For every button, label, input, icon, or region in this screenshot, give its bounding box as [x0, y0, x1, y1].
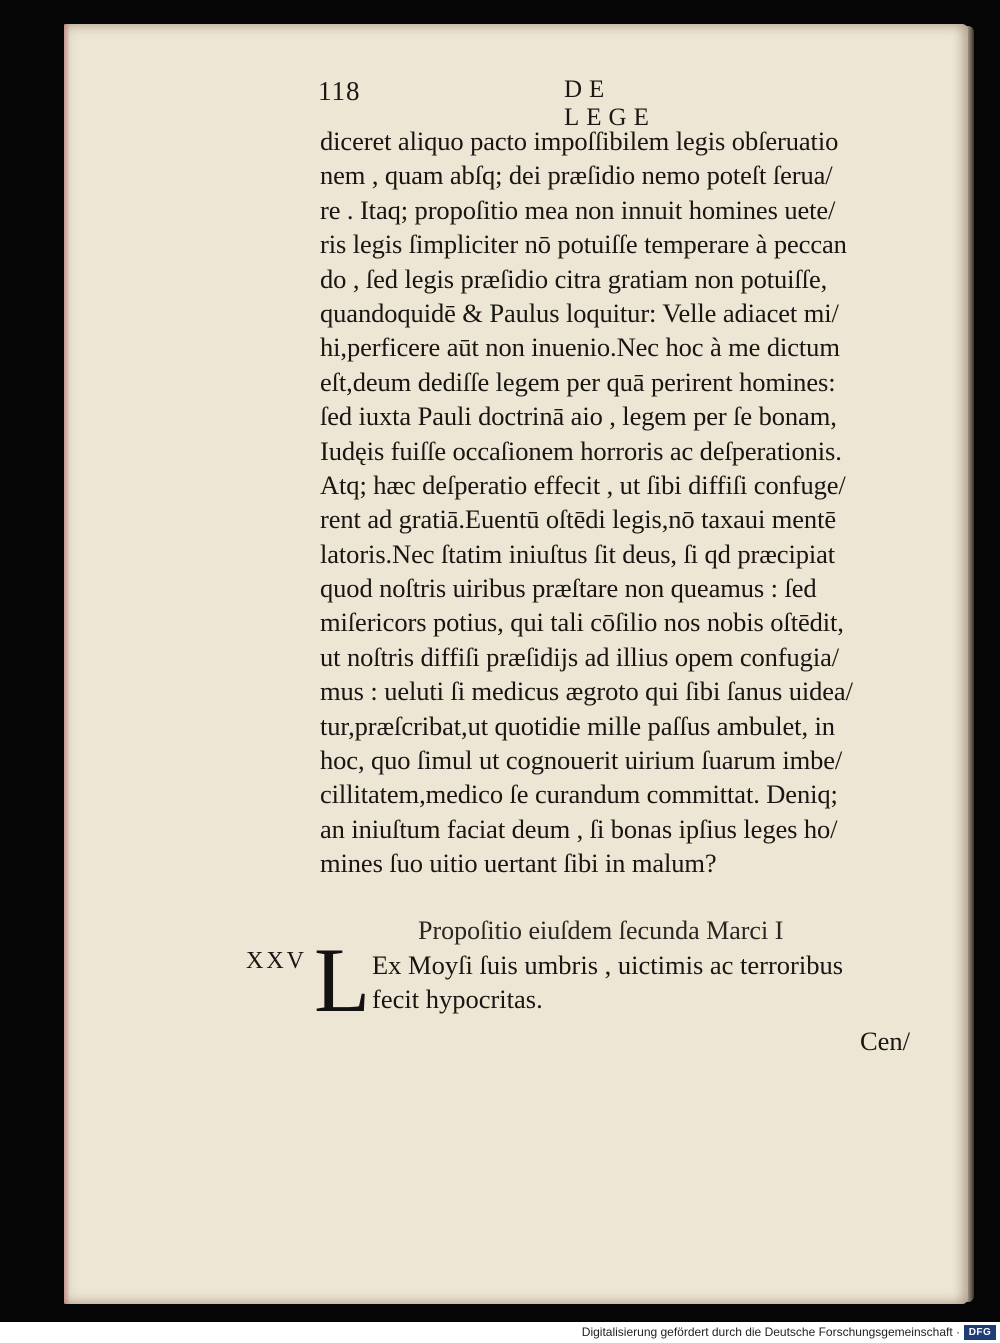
catchword: Cen/	[860, 1026, 911, 1056]
text-line: hoc, quo ſimul ut cognouerit uirium ſuarum imbe/	[320, 745, 843, 776]
text-line: ris legis ſimpliciter nō potuiſſe temperare à peccan	[320, 229, 847, 260]
text-line: latoris.Nec ſtatim iniuſtus ſit deus, ſi qd præcipiat	[320, 538, 836, 569]
text-line: do , ſed legis præſidio citra gratiam non potuiſſe,	[320, 263, 828, 294]
proposition-line: Ex Moyſi ſuis umbris , uictimis ac terroribus	[372, 950, 844, 980]
proposition-line: fecit hypocritas.	[372, 984, 543, 1014]
text-line: diceret aliquo pacto impoſſibilem legis obſeruatio	[320, 126, 839, 156]
running-title: DE LEGE	[564, 76, 656, 131]
text-line: an iniuſtum faciat deum , ſi bonas ipſius leges ho/	[320, 813, 838, 844]
text-line: cillitatem,medico ſe curandum committat. Deniq;	[320, 779, 838, 810]
text-line: mus : ueluti ſi medicus ægroto qui ſibi ſanus uidea/	[320, 676, 853, 707]
text-line: miſericors potius, qui tali cōſilio nos nobis oſtēdit,	[320, 607, 844, 638]
body-text	[320, 124, 940, 881]
running-head	[318, 76, 708, 131]
text-line: re . Itaq; propoſitio mea non innuit homines uete/	[320, 194, 836, 225]
text-line: quod noſtris uiribus præſtare non queamus : ſed	[320, 573, 817, 604]
text-line: Iudęis fuiſſe occaſionem horroris ac deſperationis.	[320, 435, 842, 466]
dfg-logo-icon: DFG	[964, 1325, 996, 1340]
footer-bar	[0, 1322, 1000, 1343]
text-line: ut noſtris diffiſi præſidijs ad illius opem confugia/	[320, 641, 840, 672]
page-gutter-tint	[64, 24, 70, 1304]
section-number: XXV	[246, 948, 307, 974]
text-line: tur,præſcribat,ut quotidie mille paſſus ambulet, in	[320, 710, 835, 741]
text-line: quandoquidē & Paulus loquitur: Velle adiacet mi/	[320, 297, 839, 328]
text-line: mines ſuo uitio uertant ſibi in malum?	[320, 848, 717, 879]
text-line: hi,perficere aūt non inuenio.Nec hoc à me dictum	[320, 332, 840, 363]
text-line: rent ad gratiā.Euentū oſtēdi legis,nō taxaui mentē	[320, 504, 836, 535]
text-line: Atq; hæc deſperatio effecit , ut ſibi diffiſi confuge/	[320, 469, 846, 500]
drop-cap: L	[314, 929, 371, 1031]
page-number: 118	[318, 76, 361, 106]
funding-notice: Digitalisierung gefördert durch die Deutsche Forschungsgemeinschaft ·	[581, 1325, 960, 1339]
section-heading: Propoſitio eiuſdem ſecunda Marci I	[418, 916, 784, 945]
text-line: nem , quam abſq; dei præſidio nemo poteſt ſerua/	[320, 160, 833, 191]
text-line: ſed iuxta Pauli doctrinā aio , legem per ſe bonam,	[320, 401, 837, 432]
text-line: eſt,deum dediſſe legem per quā perirent homines:	[320, 366, 836, 397]
